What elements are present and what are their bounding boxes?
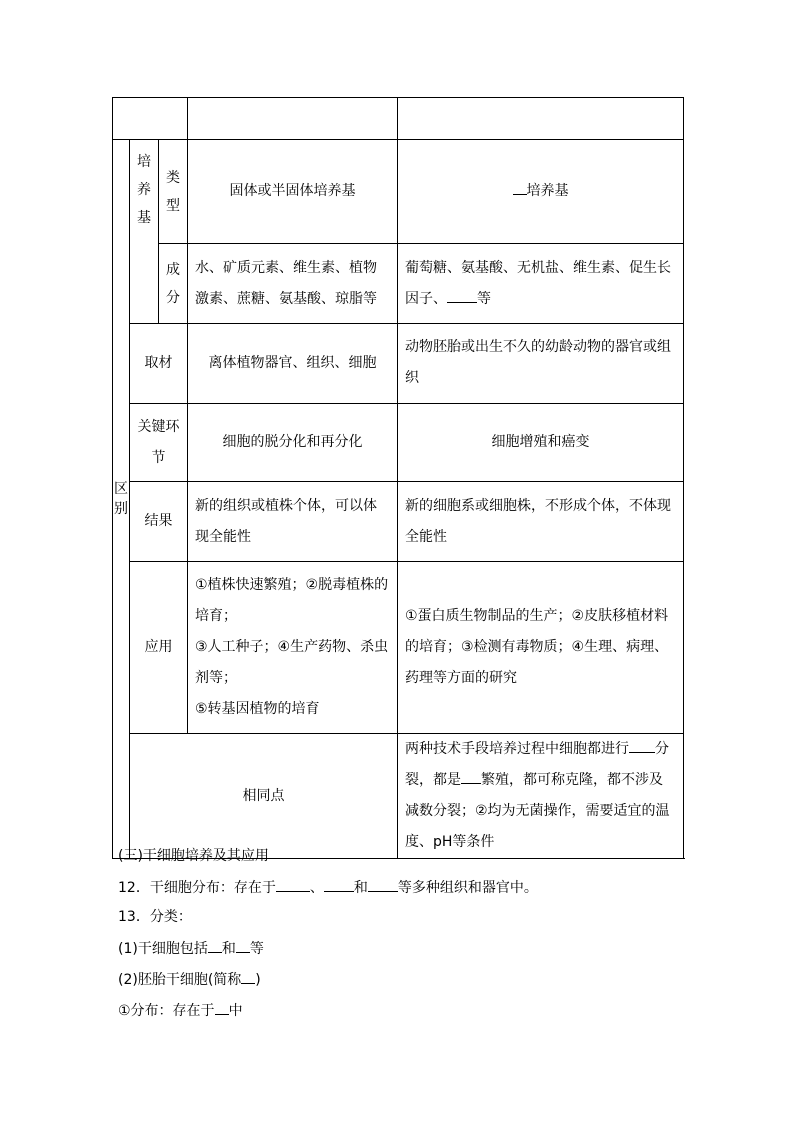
q13-2-a: (2)胚胎干细胞(简称 — [118, 972, 242, 988]
same-label-cell — [130, 734, 398, 859]
difference-label-cell — [113, 140, 130, 859]
application-animal: ①蛋白质生物制品的生产；②皮肤移植材料的培育；③检测有毒物质；④生理、病理、药理等方面的研究 — [405, 608, 669, 686]
q12-text-a: 12．干细胞分布：存在于 — [118, 880, 276, 896]
table-row — [113, 734, 684, 859]
table-row — [113, 98, 684, 140]
key-animal-cell — [398, 404, 684, 482]
result-label: 结果 — [144, 513, 173, 529]
composition-label: 成分 — [166, 261, 180, 306]
comp-animal-cell — [398, 244, 684, 324]
q13-1-b: 和 — [221, 941, 236, 957]
fill-blank[interactable] — [276, 877, 310, 892]
key-label-cell — [130, 404, 188, 482]
fill-blank[interactable] — [513, 180, 527, 195]
application-plant-1: ①植株快速繁殖；②脱毒植株的培育； — [195, 577, 389, 624]
material-label-cell — [130, 324, 188, 404]
type-animal-cell — [398, 140, 684, 244]
q12-text-b: 、 — [309, 880, 324, 896]
table-row — [113, 244, 684, 324]
result-plant-cell — [188, 482, 398, 562]
question-13-3 — [118, 1000, 243, 1021]
application-plant-cell — [188, 562, 398, 734]
q13-3-a: ①分布：存在于 — [118, 1003, 215, 1019]
same-c: 繁殖，都可称克隆，都不涉及减数分裂；②均为无菌操作，需要适宜的温度、pH等条件 — [405, 772, 670, 850]
type-animal-post: 培养基 — [526, 183, 569, 199]
material-label: 取材 — [144, 355, 173, 371]
table-row — [113, 482, 684, 562]
question-12 — [118, 877, 538, 898]
application-animal-cell — [398, 562, 684, 734]
medium-label: 培养基 — [137, 154, 151, 226]
key-animal: 细胞增殖和癌变 — [491, 434, 590, 450]
same-b: 分裂，都是 — [405, 741, 669, 788]
type-plant: 固体或半固体培养基 — [229, 183, 356, 199]
table-row — [113, 562, 684, 734]
material-animal: 动物胚胎或出生不久的幼龄动物的器官或组织 — [405, 339, 671, 386]
table-header-cell — [113, 98, 188, 140]
material-animal-cell — [398, 324, 684, 404]
comparison-table — [112, 97, 684, 859]
application-plant-2: ③人工种子；④生产药物、杀虫剂等； — [195, 639, 389, 686]
q13-1-a: (1)干细胞包括 — [118, 941, 208, 957]
result-animal: 新的细胞系或细胞株，不形成个体，不体现全能性 — [405, 497, 671, 545]
key-plant-cell — [188, 404, 398, 482]
q12-text-d: 等多种组织和器官中。 — [397, 880, 538, 896]
result-plant: 新的组织或植株个体，可以体现全能性 — [195, 497, 377, 545]
application-plant-3: ⑤转基因植物的培育 — [195, 701, 320, 717]
type-label: 类型 — [166, 169, 180, 214]
difference-label: 区别 — [114, 481, 128, 517]
comp-animal-pre: 葡萄糖、氨基酸、无机盐、维生素、促生长因子、 — [405, 259, 671, 307]
key-label: 关键环节 — [137, 418, 180, 466]
q13-1-c: 等 — [249, 941, 264, 957]
question-13-2 — [118, 969, 261, 990]
fill-blank[interactable] — [241, 969, 255, 984]
fill-blank[interactable] — [629, 738, 655, 753]
same-label: 相同点 — [242, 787, 285, 804]
table-row — [113, 404, 684, 482]
question-13: 13．分类： — [118, 909, 192, 925]
fill-blank[interactable] — [208, 938, 222, 953]
type-label-cell — [159, 140, 188, 244]
section-heading: (三)干细胞培养及其应用 — [118, 848, 269, 864]
q12-text-c: 和 — [353, 880, 368, 896]
application-label: 应用 — [144, 639, 173, 655]
table-header-cell — [188, 98, 398, 140]
fill-blank[interactable] — [215, 1000, 229, 1015]
table-row — [113, 140, 684, 244]
key-plant: 细胞的脱分化和再分化 — [222, 434, 363, 450]
application-label-cell — [130, 562, 188, 734]
comp-plant: 水、矿质元素、维生素、植物激素、蔗糖、氨基酸、琼脂等 — [195, 259, 377, 307]
comp-animal-post: 等 — [477, 290, 491, 307]
result-animal-cell — [398, 482, 684, 562]
table-row — [113, 324, 684, 404]
q13-3-b: 中 — [228, 1003, 243, 1019]
fill-blank[interactable] — [236, 938, 250, 953]
composition-label-cell — [159, 244, 188, 324]
question-13-1 — [118, 938, 264, 959]
same-content-cell — [398, 734, 684, 859]
type-plant-cell — [188, 140, 398, 244]
table-header-cell — [398, 98, 684, 140]
result-label-cell — [130, 482, 188, 562]
material-plant: 离体植物器官、组织、细胞 — [208, 355, 377, 371]
material-plant-cell — [188, 324, 398, 404]
q13-2-b: ) — [255, 972, 261, 988]
fill-blank[interactable] — [324, 877, 354, 892]
comp-plant-cell — [188, 244, 398, 324]
medium-label-cell — [130, 140, 159, 324]
fill-blank[interactable] — [447, 288, 477, 303]
fill-blank[interactable] — [368, 877, 398, 892]
same-a: 两种技术手段培养过程中细胞都进行 — [405, 741, 629, 757]
fill-blank[interactable] — [461, 769, 481, 784]
